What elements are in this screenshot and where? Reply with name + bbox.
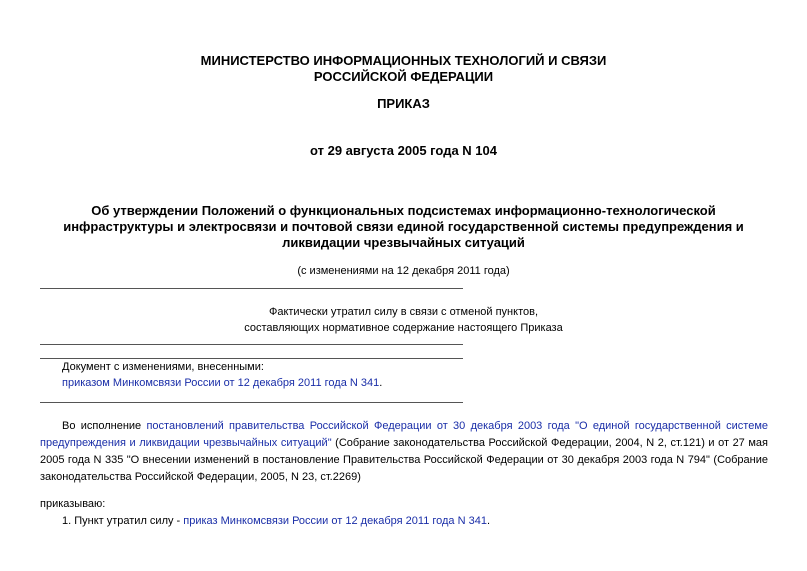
period: . <box>379 377 383 389</box>
doc-title-line2: инфраструктуры и электросвязи и почтовой связи единой государственной системы предупреждения и <box>63 219 744 234</box>
divider <box>40 402 463 403</box>
preamble-intro: Во исполнение <box>62 420 147 432</box>
divider <box>40 344 463 345</box>
doc-type-heading: ПРИКАЗ <box>377 96 430 111</box>
doc-date-heading: от 29 августа 2005 года N 104 <box>310 143 497 158</box>
changes-line <box>62 375 382 392</box>
amending-order-link[interactable]: приказом Минкомсвязи России от 12 декабря 2011 года N 341 <box>62 377 380 389</box>
divider <box>40 288 463 289</box>
ministry-heading-line2: РОССИЙСКОЙ ФЕДЕРАЦИИ <box>313 69 494 84</box>
doc-title-line1: Об утверждении Положений о функциональных подсистемах информационно-технологической <box>91 203 716 218</box>
preamble-rest: (Собрание законодательства Российской Федерации, 2004, N 2, ст.121) и от 27 мая 2005 года N 335 "О внесении изменений в постановление Правительства Российской Федерации от 30 декабря 2003 года N 794" (Собрание законодательства Российской Федерации, 2005, N 23, ст.2269) <box>40 437 768 483</box>
ministry-heading-line1: МИНИСТЕРСТВО ИНФОРМАЦИОННЫХ ТЕХНОЛОГИЙ И СВЯЗИ <box>200 53 607 68</box>
period: . <box>486 515 491 527</box>
amendment-note: (с изменениями на 12 декабря 2011 года) <box>297 265 510 277</box>
status-note-line1: Фактически утратил силу в связи с отменой пунктов, <box>268 306 539 318</box>
changes-label: Документ с изменениями, внесенными: <box>62 361 264 373</box>
order-word: приказываю: <box>40 498 106 510</box>
status-note-line2: составляющих нормативное содержание настоящего Приказа <box>244 322 563 334</box>
doc-title-line3: ликвидации чрезвычайных ситуаций <box>282 235 525 250</box>
government-decree-link[interactable]: постановлений правительства Российской Федерации от 30 декабря 2003 года "О единой государственной системе предупреждения и ликвидации чрезвычайных ситуаций" <box>40 420 768 449</box>
repealing-order-link[interactable]: приказ Минкомсвязи России от 12 декабря 2011 года N 341 <box>183 515 487 527</box>
item-1 <box>62 513 490 530</box>
item-1-prefix: 1. Пункт утратил силу - <box>62 515 184 527</box>
preamble-paragraph <box>40 418 768 486</box>
